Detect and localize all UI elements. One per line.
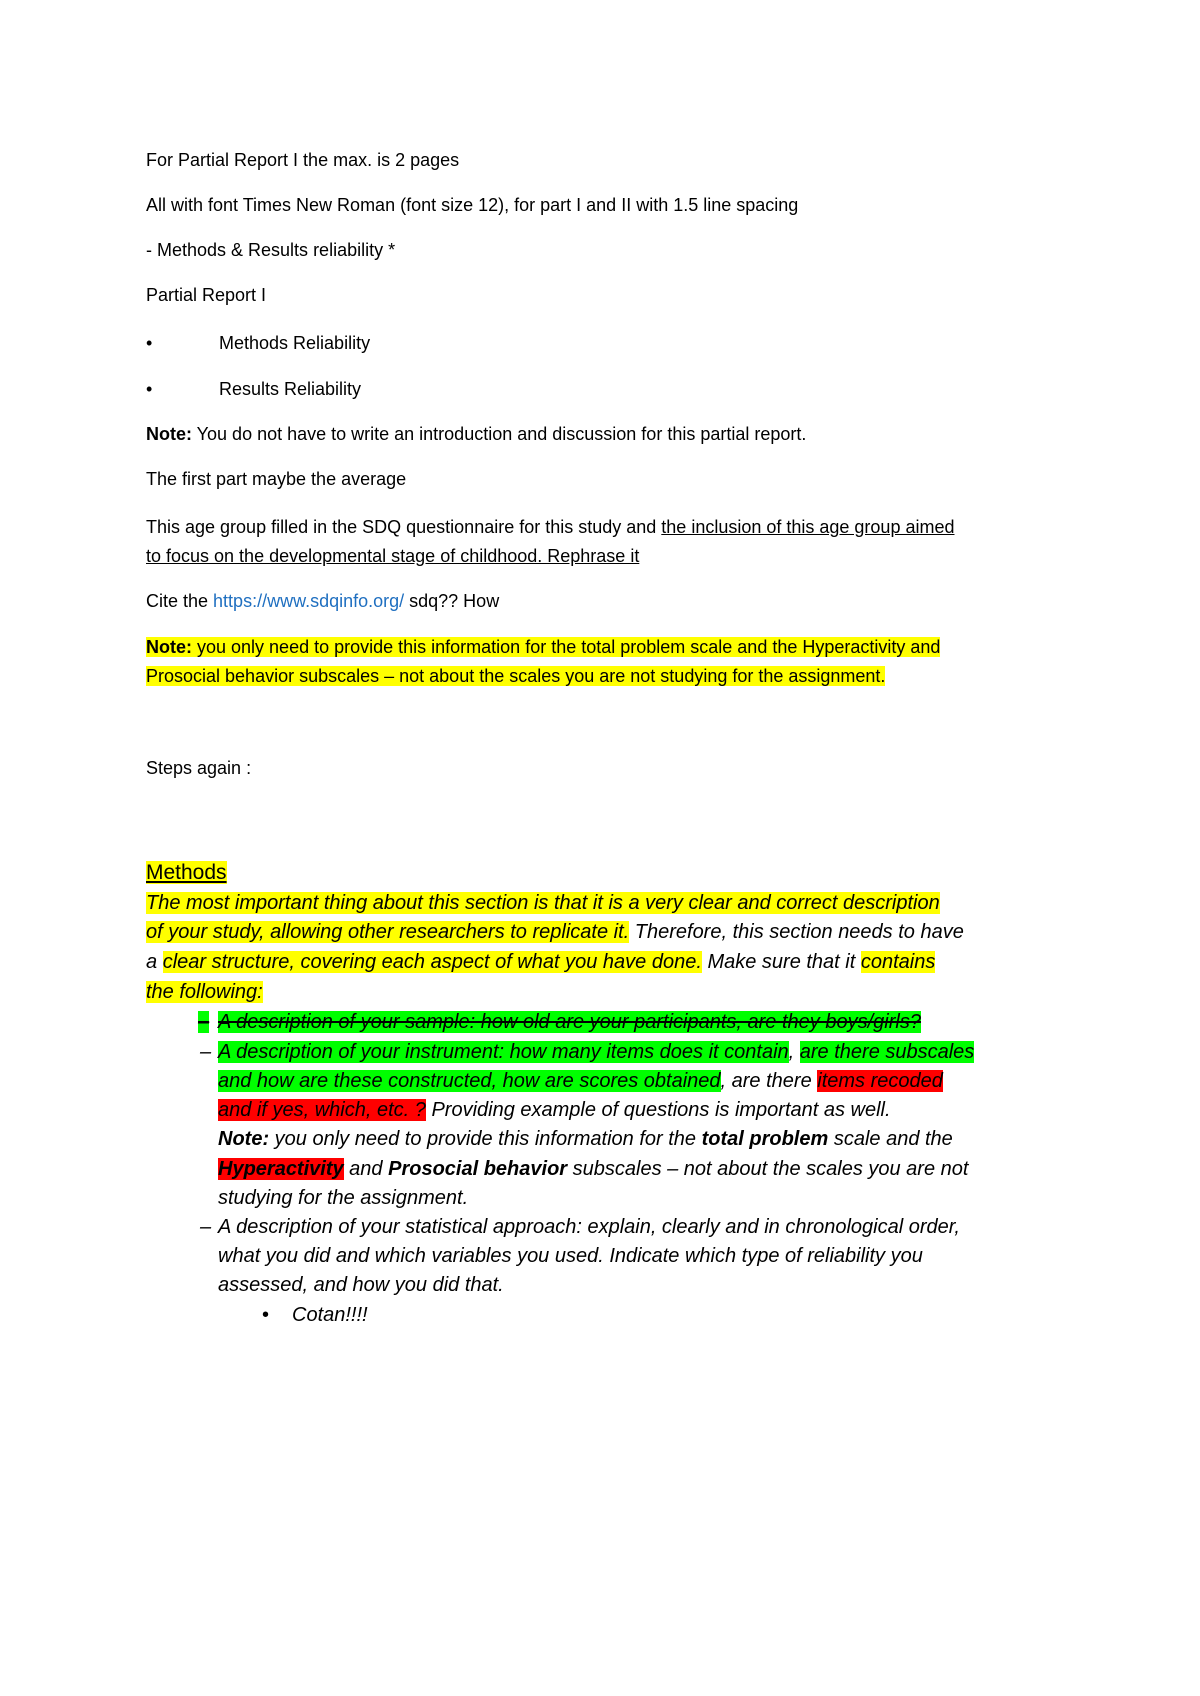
bullet-marker: •	[146, 333, 153, 353]
sample-description-item: A description of your sample: how old are your participants, are they boys/girls?	[218, 1011, 921, 1033]
list-dash: –	[200, 1216, 212, 1238]
cite-prefix: Cite the	[146, 591, 214, 611]
age-group-line-2	[146, 541, 639, 571]
note-scales-text: you only need to provide this information for the total problem scale and the Hyperactivity and	[192, 637, 941, 657]
note-scales-line-1	[146, 632, 940, 662]
bullet-methods-reliability: Methods Reliability	[219, 333, 371, 353]
note-introduction	[146, 419, 806, 449]
steps-again: Steps again :	[146, 758, 252, 778]
methods-paragraph-line-4: the following:	[146, 981, 263, 1003]
statistical-approach-line-2: what you did and which variables you used. Indicate which type of reliability you	[218, 1245, 923, 1267]
instrument-item-line-3: and if yes, which, etc. ? Providing example of questions is important as well.	[218, 1099, 891, 1121]
bullet-results-reliability: Results Reliability	[219, 379, 362, 399]
methods-paragraph-line-2: of your study, allowing other researchers to replicate it. Therefore, this section needs to have	[146, 921, 964, 943]
statistical-approach-line-3: assessed, and how you did that.	[218, 1274, 504, 1296]
age-group-line-1	[146, 512, 954, 542]
sdqinfo-link[interactable]: https://www.sdqinfo.org/	[213, 591, 405, 611]
list-dash: –	[198, 1011, 210, 1033]
page-limit-line: For Partial Report I the max. is 2 pages	[146, 150, 460, 170]
age-group-underlined-2: to focus on the developmental stage of childhood. Rephrase it	[146, 546, 640, 566]
font-instruction-line: All with font Times New Roman (font size 12), for part I and II with 1.5 line spacing	[146, 195, 799, 215]
note-scales-text-2: Prosocial behavior subscales – not about the scales you are not studying for the assignment.	[146, 666, 886, 686]
note-scales-line-2	[146, 661, 885, 691]
instrument-item-line-2: and how are these constructed, how are scores obtained, are there items recoded	[218, 1070, 943, 1092]
bullet-marker: •	[146, 379, 153, 399]
instrument-item-line-6: studying for the assignment.	[218, 1187, 469, 1209]
instrument-item-line-1: A description of your instrument: how many items does it contain, are there subscales	[218, 1041, 975, 1063]
instrument-item-line-4: Note: you only need to provide this information for the total problem scale and the	[218, 1128, 953, 1150]
cite-suffix: sdq?? How	[404, 591, 500, 611]
sub-bullet-marker: •	[262, 1304, 270, 1326]
methods-paragraph-line-3: a clear structure, covering each aspect of what you have done. Make sure that it contains	[146, 951, 936, 973]
methods-heading: Methods	[146, 861, 227, 884]
instrument-item-line-5: Hyperactivity and Prosocial behavior subscales – not about the scales you are not	[218, 1158, 969, 1180]
age-group-underlined: the inclusion of this age group aimed	[661, 517, 955, 537]
methods-results-line: - Methods & Results reliability *	[146, 240, 396, 260]
cotan-item: Cotan!!!!	[292, 1304, 368, 1326]
methods-paragraph-line-1: The most important thing about this section is that it is a very clear and correct description	[146, 892, 940, 914]
age-group-text: This age group filled in the SDQ questionnaire for this study and	[146, 517, 662, 537]
statistical-approach-line-1: A description of your statistical approach: explain, clearly and in chronological order,	[218, 1216, 960, 1238]
note-text: You do not have to write an introduction and discussion for this partial report.	[192, 424, 807, 444]
note-label: Note:	[146, 637, 192, 657]
first-part-line: The first part maybe the average	[146, 469, 407, 489]
list-dash: –	[200, 1041, 212, 1063]
cite-line	[146, 586, 499, 616]
partial-report-heading: Partial Report I	[146, 285, 267, 305]
note-label: Note:	[146, 424, 192, 444]
